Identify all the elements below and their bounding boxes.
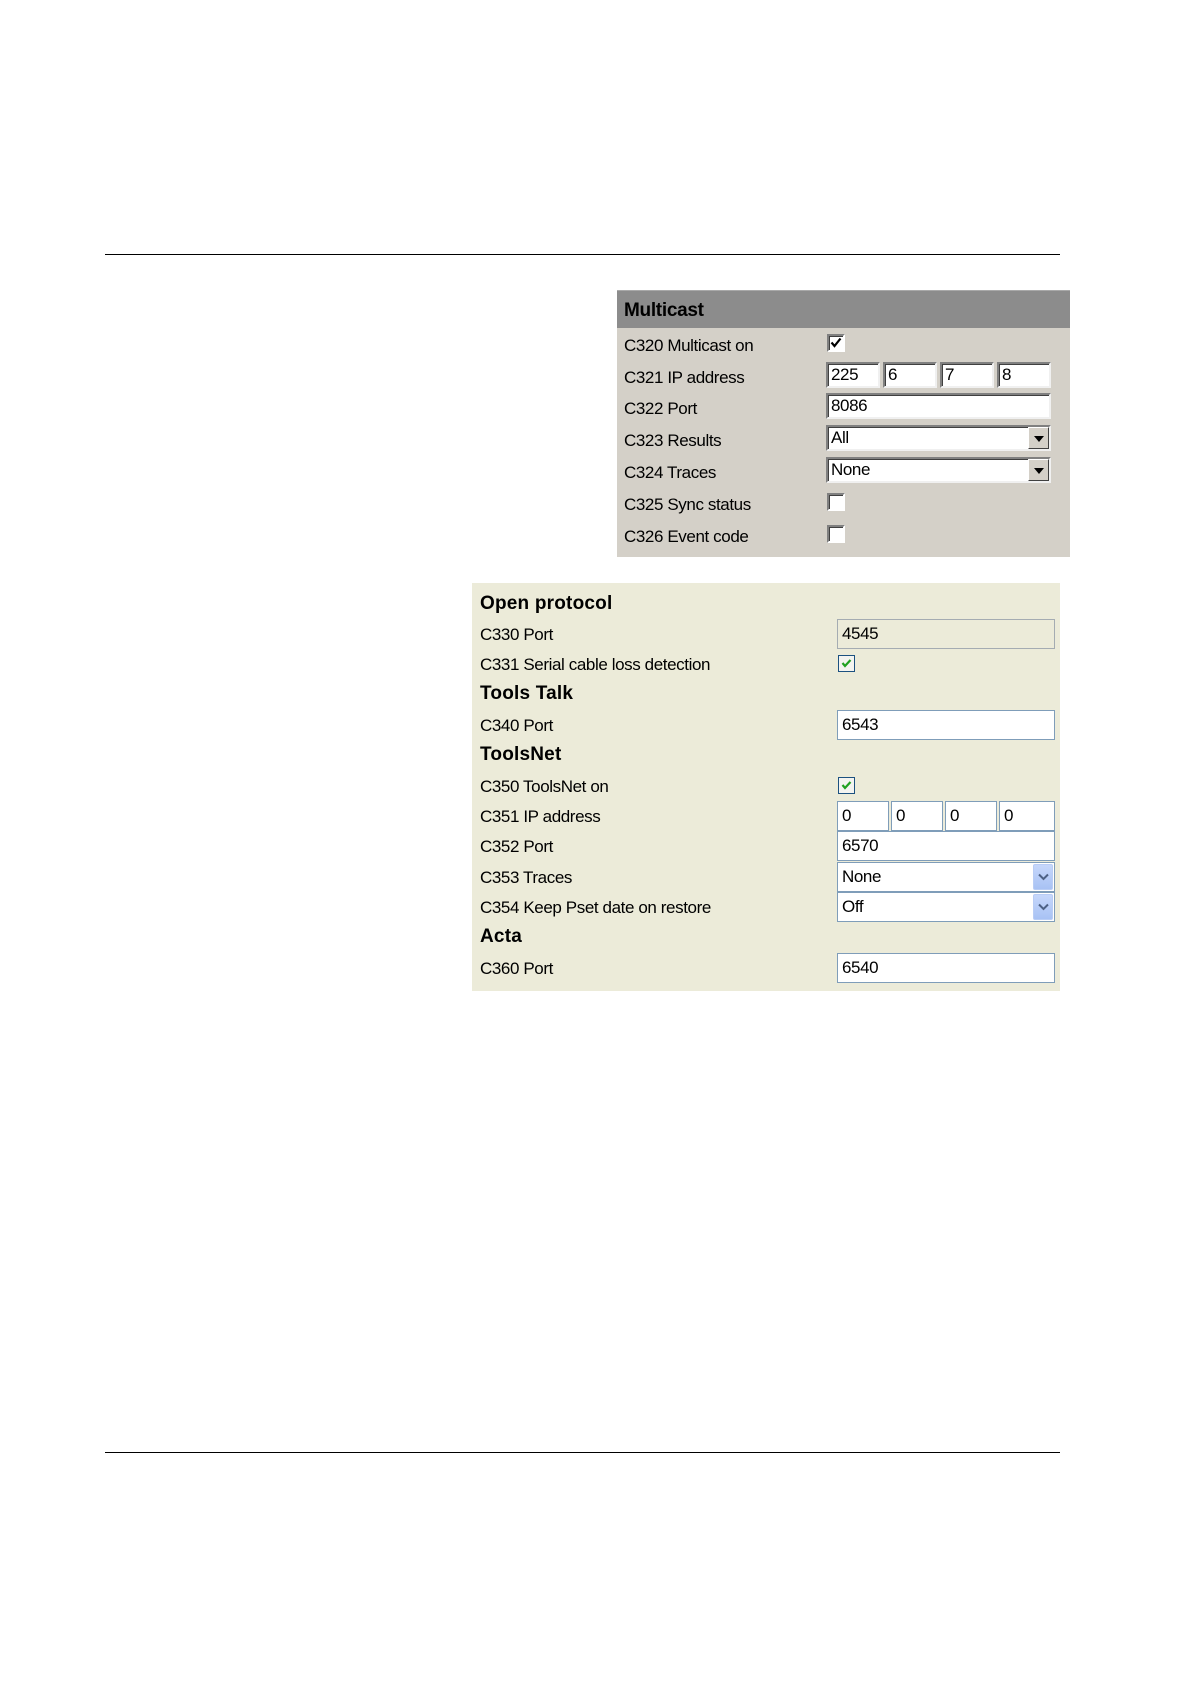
bottom-rule xyxy=(105,1452,1060,1453)
multicast-ip-octet-2[interactable]: 6 xyxy=(883,362,937,388)
multicast-traces-value: None xyxy=(831,460,871,479)
multicast-on-checkbox[interactable] xyxy=(827,334,845,352)
toolsnet-traces-label: C353 Traces xyxy=(480,868,572,887)
multicast-ip-label: C321 IP address xyxy=(624,368,745,387)
multicast-ip-octet-3[interactable]: 7 xyxy=(940,362,994,388)
checkmark-icon xyxy=(840,779,853,792)
multicast-results-label: C323 Results xyxy=(624,431,722,450)
chevron-down-icon[interactable] xyxy=(1033,864,1053,890)
tools-talk-port-input[interactable]: 6543 xyxy=(837,710,1055,740)
keep-pset-date-select[interactable] xyxy=(837,892,1055,922)
chevron-down-icon[interactable] xyxy=(1033,894,1053,920)
toolsnet-ip-octet-3[interactable]: 0 xyxy=(945,801,997,831)
multicast-panel xyxy=(617,290,1070,557)
open-protocol-port-input[interactable]: 4545 xyxy=(837,619,1055,649)
toolsnet-traces-select[interactable] xyxy=(837,862,1055,892)
serial-loss-checkbox[interactable] xyxy=(838,655,855,672)
toolsnet-on-checkbox[interactable] xyxy=(838,777,855,794)
tools-talk-title: Tools Talk xyxy=(480,683,574,704)
checkmark-icon xyxy=(840,657,853,670)
acta-port-input[interactable]: 6540 xyxy=(837,953,1055,983)
toolsnet-on-label: C350 ToolsNet on xyxy=(480,777,609,796)
acta-port-label: C360 Port xyxy=(480,959,553,978)
toolsnet-traces-value: None xyxy=(842,867,882,886)
checkmark-icon xyxy=(829,336,843,350)
dropdown-arrow-icon[interactable] xyxy=(1028,459,1049,481)
multicast-ip-octet-1[interactable]: 225 xyxy=(826,362,880,388)
keep-pset-date-value: Off xyxy=(842,897,864,916)
multicast-header xyxy=(617,290,1070,328)
multicast-port-label: C322 Port xyxy=(624,399,697,418)
multicast-traces-label: C324 Traces xyxy=(624,463,716,482)
multicast-on-label: C320 Multicast on xyxy=(624,336,754,355)
event-code-label: C326 Event code xyxy=(624,527,749,546)
multicast-ip-octet-4[interactable]: 8 xyxy=(997,362,1051,388)
multicast-traces-select[interactable] xyxy=(826,457,1051,483)
toolsnet-title: ToolsNet xyxy=(480,744,562,765)
toolsnet-port-input[interactable]: 6570 xyxy=(837,831,1055,861)
protocols-panel xyxy=(472,583,1060,991)
sync-status-checkbox[interactable] xyxy=(827,493,845,511)
toolsnet-ip-label: C351 IP address xyxy=(480,807,601,826)
serial-loss-label: C331 Serial cable loss detection xyxy=(480,655,711,674)
open-protocol-port-label: C330 Port xyxy=(480,625,553,644)
keep-pset-date-label: C354 Keep Pset date on restore xyxy=(480,898,711,917)
toolsnet-ip-octet-2[interactable]: 0 xyxy=(891,801,943,831)
sync-status-label: C325 Sync status xyxy=(624,495,751,514)
open-protocol-title: Open protocol xyxy=(480,593,613,614)
toolsnet-port-label: C352 Port xyxy=(480,837,553,856)
dropdown-arrow-icon[interactable] xyxy=(1028,427,1049,449)
acta-title: Acta xyxy=(480,926,522,947)
tools-talk-port-label: C340 Port xyxy=(480,716,553,735)
top-rule xyxy=(105,254,1060,255)
toolsnet-ip-octet-4[interactable]: 0 xyxy=(999,801,1055,831)
multicast-results-select[interactable] xyxy=(826,425,1051,451)
event-code-checkbox[interactable] xyxy=(827,525,845,543)
multicast-results-value: All xyxy=(831,428,849,447)
multicast-title: Multicast xyxy=(624,300,704,321)
toolsnet-ip-octet-1[interactable]: 0 xyxy=(837,801,889,831)
multicast-port-input[interactable]: 8086 xyxy=(826,393,1051,419)
